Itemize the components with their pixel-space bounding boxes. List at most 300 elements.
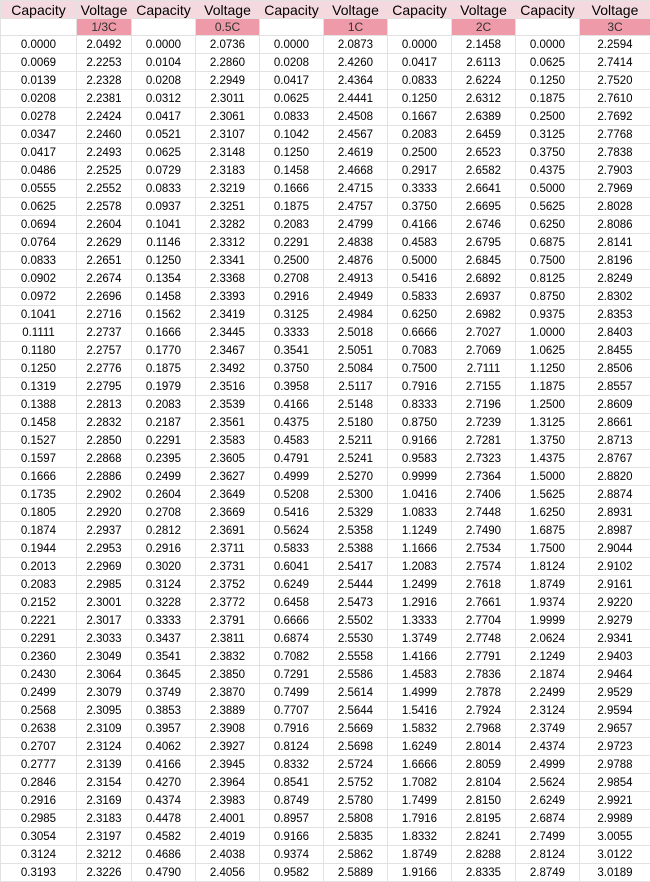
empty-cell[interactable]: [516, 19, 580, 36]
voltage-cell[interactable]: 2.7968: [452, 720, 516, 738]
voltage-cell[interactable]: 2.8353: [580, 306, 650, 324]
capacity-cell[interactable]: 0.2430: [1, 666, 77, 684]
voltage-cell[interactable]: 2.8028: [580, 198, 650, 216]
voltage-cell[interactable]: 2.7069: [452, 342, 516, 360]
voltage-cell[interactable]: 2.7414: [580, 54, 650, 72]
voltage-cell[interactable]: 2.7692: [580, 108, 650, 126]
voltage-cell[interactable]: 2.4838: [324, 234, 388, 252]
capacity-cell[interactable]: 0.1354: [132, 270, 196, 288]
capacity-cell[interactable]: 1.6249: [388, 738, 452, 756]
capacity-cell[interactable]: 1.9374: [516, 594, 580, 612]
capacity-cell[interactable]: 0.2013: [1, 558, 77, 576]
capacity-cell[interactable]: 0.2499: [132, 468, 196, 486]
voltage-cell[interactable]: 2.3772: [196, 594, 260, 612]
capacity-cell[interactable]: 2.4374: [516, 738, 580, 756]
voltage-cell[interactable]: 2.7281: [452, 432, 516, 450]
capacity-cell[interactable]: 0.0104: [132, 54, 196, 72]
voltage-cell[interactable]: 2.5835: [324, 828, 388, 846]
capacity-cell[interactable]: 0.3054: [1, 828, 77, 846]
capacity-cell[interactable]: 0.3750: [516, 144, 580, 162]
capacity-cell[interactable]: 0.1250: [1, 360, 77, 378]
voltage-cell[interactable]: 2.9403: [580, 648, 650, 666]
voltage-cell[interactable]: 2.8820: [580, 468, 650, 486]
capacity-cell[interactable]: 0.4582: [132, 828, 196, 846]
voltage-cell[interactable]: 2.9279: [580, 612, 650, 630]
voltage-cell[interactable]: 2.5889: [324, 864, 388, 882]
rate-label-1-3c[interactable]: 1/3C: [77, 19, 132, 36]
voltage-cell[interactable]: 2.6312: [452, 90, 516, 108]
capacity-cell[interactable]: 0.2500: [388, 144, 452, 162]
voltage-cell[interactable]: 2.3341: [196, 252, 260, 270]
voltage-cell[interactable]: 2.4260: [324, 54, 388, 72]
voltage-cell[interactable]: 2.7111: [452, 360, 516, 378]
capacity-cell[interactable]: 0.4999: [260, 468, 324, 486]
voltage-cell[interactable]: 2.5862: [324, 846, 388, 864]
voltage-cell[interactable]: 2.3154: [77, 774, 132, 792]
capacity-cell[interactable]: 0.2291: [132, 432, 196, 450]
voltage-cell[interactable]: 2.3964: [196, 774, 260, 792]
voltage-cell[interactable]: 2.7534: [452, 540, 516, 558]
capacity-cell[interactable]: 0.3228: [132, 594, 196, 612]
capacity-cell[interactable]: 0.3541: [260, 342, 324, 360]
capacity-cell[interactable]: 0.1667: [388, 108, 452, 126]
voltage-cell[interactable]: 2.4715: [324, 180, 388, 198]
voltage-cell[interactable]: 2.7323: [452, 450, 516, 468]
capacity-cell[interactable]: 0.1770: [132, 342, 196, 360]
capacity-cell[interactable]: 1.1250: [516, 360, 580, 378]
capacity-cell[interactable]: 1.5000: [516, 468, 580, 486]
voltage-cell[interactable]: 2.3312: [196, 234, 260, 252]
voltage-cell[interactable]: 2.2674: [77, 270, 132, 288]
capacity-cell[interactable]: 0.0694: [1, 216, 77, 234]
voltage-cell[interactable]: 2.8987: [580, 522, 650, 540]
capacity-cell[interactable]: 1.2083: [388, 558, 452, 576]
voltage-cell[interactable]: 2.5808: [324, 810, 388, 828]
capacity-cell[interactable]: 0.0000: [132, 36, 196, 54]
voltage-cell[interactable]: 2.4001: [196, 810, 260, 828]
voltage-cell[interactable]: 2.3908: [196, 720, 260, 738]
capacity-cell[interactable]: 0.3125: [260, 306, 324, 324]
capacity-cell[interactable]: 0.4375: [260, 414, 324, 432]
voltage-cell[interactable]: 2.3061: [196, 108, 260, 126]
capacity-cell[interactable]: 0.1874: [1, 522, 77, 540]
capacity-cell[interactable]: 0.9582: [260, 864, 324, 882]
capacity-cell[interactable]: 0.6874: [260, 630, 324, 648]
capacity-cell[interactable]: 0.7916: [388, 378, 452, 396]
voltage-cell[interactable]: 2.8874: [580, 486, 650, 504]
capacity-cell[interactable]: 0.2291: [1, 630, 77, 648]
voltage-cell[interactable]: 2.6892: [452, 270, 516, 288]
voltage-cell[interactable]: 2.2629: [77, 234, 132, 252]
voltage-cell[interactable]: 2.6582: [452, 162, 516, 180]
capacity-cell[interactable]: 0.0417: [132, 108, 196, 126]
capacity-cell[interactable]: 0.8750: [388, 414, 452, 432]
capacity-cell[interactable]: 0.4270: [132, 774, 196, 792]
voltage-cell[interactable]: 2.2757: [77, 342, 132, 360]
voltage-cell[interactable]: 2.2253: [77, 54, 132, 72]
capacity-cell[interactable]: 0.3853: [132, 702, 196, 720]
voltage-cell[interactable]: 2.6389: [452, 108, 516, 126]
capacity-cell[interactable]: 1.6666: [388, 756, 452, 774]
capacity-cell[interactable]: 1.8749: [388, 846, 452, 864]
capacity-cell[interactable]: 0.1562: [132, 306, 196, 324]
capacity-cell[interactable]: 0.1805: [1, 504, 77, 522]
capacity-cell[interactable]: 0.2917: [388, 162, 452, 180]
voltage-cell[interactable]: 2.8195: [452, 810, 516, 828]
capacity-cell[interactable]: 0.6250: [516, 216, 580, 234]
voltage-cell[interactable]: 2.4019: [196, 828, 260, 846]
voltage-cell[interactable]: 2.5530: [324, 630, 388, 648]
voltage-cell[interactable]: 2.8609: [580, 396, 650, 414]
capacity-cell[interactable]: 0.0833: [388, 72, 452, 90]
voltage-cell[interactable]: 2.8335: [452, 864, 516, 882]
capacity-cell[interactable]: 0.2500: [516, 108, 580, 126]
rate-label-0-5c[interactable]: 0.5C: [196, 19, 260, 36]
capacity-cell[interactable]: 0.1250: [388, 90, 452, 108]
voltage-cell[interactable]: 2.4441: [324, 90, 388, 108]
capacity-cell[interactable]: 0.1666: [132, 324, 196, 342]
capacity-cell[interactable]: 0.0208: [132, 72, 196, 90]
voltage-cell[interactable]: 2.9788: [580, 756, 650, 774]
voltage-cell[interactable]: 2.7448: [452, 504, 516, 522]
voltage-cell[interactable]: 2.2424: [77, 108, 132, 126]
voltage-cell[interactable]: 2.8059: [452, 756, 516, 774]
voltage-cell[interactable]: 2.3605: [196, 450, 260, 468]
capacity-cell[interactable]: 0.6666: [388, 324, 452, 342]
capacity-cell[interactable]: 1.8332: [388, 828, 452, 846]
voltage-cell[interactable]: 2.7924: [452, 702, 516, 720]
voltage-cell[interactable]: 2.2813: [77, 396, 132, 414]
capacity-cell[interactable]: 0.7082: [260, 648, 324, 666]
voltage-cell[interactable]: 2.2920: [77, 504, 132, 522]
capacity-cell[interactable]: 1.0000: [516, 324, 580, 342]
voltage-cell[interactable]: 2.8104: [452, 774, 516, 792]
capacity-cell[interactable]: 0.1458: [1, 414, 77, 432]
capacity-cell[interactable]: 2.2499: [516, 684, 580, 702]
voltage-cell[interactable]: 2.3561: [196, 414, 260, 432]
voltage-cell[interactable]: 3.0122: [580, 846, 650, 864]
capacity-cell[interactable]: 0.5624: [260, 522, 324, 540]
capacity-cell[interactable]: 0.2291: [260, 234, 324, 252]
voltage-cell[interactable]: 2.3945: [196, 756, 260, 774]
voltage-cell[interactable]: 2.7791: [452, 648, 516, 666]
voltage-cell[interactable]: 2.4567: [324, 126, 388, 144]
voltage-cell[interactable]: 2.7155: [452, 378, 516, 396]
voltage-cell[interactable]: 2.4056: [196, 864, 260, 882]
capacity-cell[interactable]: 0.2638: [1, 720, 77, 738]
capacity-cell[interactable]: 0.3958: [260, 378, 324, 396]
capacity-cell[interactable]: 1.2499: [388, 576, 452, 594]
voltage-cell[interactable]: 2.3791: [196, 612, 260, 630]
voltage-cell[interactable]: 2.0873: [324, 36, 388, 54]
voltage-cell[interactable]: 2.3627: [196, 468, 260, 486]
capacity-cell[interactable]: 0.8749: [260, 792, 324, 810]
voltage-cell[interactable]: 2.3183: [196, 162, 260, 180]
voltage-cell[interactable]: 2.3001: [77, 594, 132, 612]
capacity-cell[interactable]: 2.7499: [516, 828, 580, 846]
voltage-cell[interactable]: 2.8403: [580, 324, 650, 342]
capacity-cell[interactable]: 2.6874: [516, 810, 580, 828]
capacity-cell[interactable]: 1.6250: [516, 504, 580, 522]
capacity-cell[interactable]: 0.5416: [388, 270, 452, 288]
capacity-cell[interactable]: 0.9374: [260, 846, 324, 864]
capacity-cell[interactable]: 0.0000: [1, 36, 77, 54]
voltage-cell[interactable]: 2.1458: [452, 36, 516, 54]
capacity-cell[interactable]: 1.6875: [516, 522, 580, 540]
capacity-cell[interactable]: 1.0416: [388, 486, 452, 504]
voltage-cell[interactable]: 2.5724: [324, 756, 388, 774]
capacity-cell[interactable]: 0.1979: [132, 378, 196, 396]
capacity-cell[interactable]: 1.5832: [388, 720, 452, 738]
capacity-cell[interactable]: 0.2395: [132, 450, 196, 468]
voltage-cell[interactable]: 2.5586: [324, 666, 388, 684]
voltage-cell[interactable]: 2.4876: [324, 252, 388, 270]
voltage-cell[interactable]: 2.8506: [580, 360, 650, 378]
voltage-cell[interactable]: 2.5752: [324, 774, 388, 792]
capacity-cell[interactable]: 0.1041: [132, 216, 196, 234]
voltage-cell[interactable]: 2.5051: [324, 342, 388, 360]
voltage-cell[interactable]: 2.2525: [77, 162, 132, 180]
capacity-cell[interactable]: 0.4375: [516, 162, 580, 180]
capacity-cell[interactable]: 0.2221: [1, 612, 77, 630]
voltage-cell[interactable]: 2.4619: [324, 144, 388, 162]
capacity-cell[interactable]: 0.7916: [260, 720, 324, 738]
voltage-cell[interactable]: 2.2696: [77, 288, 132, 306]
capacity-cell[interactable]: 0.5833: [260, 540, 324, 558]
capacity-cell[interactable]: 1.0833: [388, 504, 452, 522]
capacity-cell[interactable]: 0.4166: [388, 216, 452, 234]
voltage-cell[interactable]: 2.5018: [324, 324, 388, 342]
voltage-cell[interactable]: 2.9161: [580, 576, 650, 594]
voltage-cell[interactable]: 2.5084: [324, 360, 388, 378]
voltage-cell[interactable]: 2.2328: [77, 72, 132, 90]
voltage-cell[interactable]: 2.4508: [324, 108, 388, 126]
voltage-cell[interactable]: 2.7768: [580, 126, 650, 144]
capacity-cell[interactable]: 2.5624: [516, 774, 580, 792]
capacity-cell[interactable]: 0.1042: [260, 126, 324, 144]
voltage-cell[interactable]: 2.3049: [77, 648, 132, 666]
capacity-cell[interactable]: 0.2499: [1, 684, 77, 702]
capacity-cell[interactable]: 0.0000: [260, 36, 324, 54]
capacity-cell[interactable]: 0.3193: [1, 864, 77, 882]
capacity-cell[interactable]: 0.8124: [260, 738, 324, 756]
capacity-cell[interactable]: 0.1944: [1, 540, 77, 558]
voltage-cell[interactable]: 2.5117: [324, 378, 388, 396]
voltage-cell[interactable]: 2.2716: [77, 306, 132, 324]
voltage-cell[interactable]: 2.3064: [77, 666, 132, 684]
voltage-cell[interactable]: 2.3079: [77, 684, 132, 702]
capacity-cell[interactable]: 0.4374: [132, 792, 196, 810]
voltage-cell[interactable]: 2.4038: [196, 846, 260, 864]
voltage-cell[interactable]: 2.9220: [580, 594, 650, 612]
capacity-cell[interactable]: 0.2187: [132, 414, 196, 432]
voltage-cell[interactable]: 2.3033: [77, 630, 132, 648]
capacity-cell[interactable]: 0.5208: [260, 486, 324, 504]
capacity-cell[interactable]: 0.2777: [1, 756, 77, 774]
capacity-cell[interactable]: 0.2083: [388, 126, 452, 144]
capacity-cell[interactable]: 0.2604: [132, 486, 196, 504]
voltage-cell[interactable]: 2.4799: [324, 216, 388, 234]
voltage-cell[interactable]: 2.5241: [324, 450, 388, 468]
voltage-cell[interactable]: 2.3832: [196, 648, 260, 666]
capacity-cell[interactable]: 2.3124: [516, 702, 580, 720]
capacity-cell[interactable]: 0.9166: [260, 828, 324, 846]
voltage-cell[interactable]: 2.2969: [77, 558, 132, 576]
empty-cell[interactable]: [388, 19, 452, 36]
capacity-cell[interactable]: 1.5625: [516, 486, 580, 504]
capacity-cell[interactable]: 0.1146: [132, 234, 196, 252]
voltage-cell[interactable]: 2.7836: [452, 666, 516, 684]
voltage-cell[interactable]: 2.3109: [77, 720, 132, 738]
voltage-cell[interactable]: 2.5444: [324, 576, 388, 594]
capacity-cell[interactable]: 0.1319: [1, 378, 77, 396]
voltage-cell[interactable]: 2.8249: [580, 270, 650, 288]
voltage-cell[interactable]: 2.5473: [324, 594, 388, 612]
capacity-cell[interactable]: 0.7707: [260, 702, 324, 720]
capacity-cell[interactable]: 0.3333: [132, 612, 196, 630]
capacity-cell[interactable]: 0.0833: [132, 180, 196, 198]
voltage-header[interactable]: Voltage: [196, 1, 260, 19]
capacity-cell[interactable]: 0.8125: [516, 270, 580, 288]
voltage-cell[interactable]: 2.2578: [77, 198, 132, 216]
voltage-cell[interactable]: 2.2850: [77, 432, 132, 450]
capacity-cell[interactable]: 0.0417: [1, 144, 77, 162]
capacity-header[interactable]: Capacity: [388, 1, 452, 19]
capacity-cell[interactable]: 0.3750: [388, 198, 452, 216]
capacity-cell[interactable]: 0.0764: [1, 234, 77, 252]
voltage-cell[interactable]: 2.4949: [324, 288, 388, 306]
voltage-cell[interactable]: 2.7406: [452, 486, 516, 504]
voltage-cell[interactable]: 2.8302: [580, 288, 650, 306]
voltage-cell[interactable]: 2.3139: [77, 756, 132, 774]
voltage-cell[interactable]: 2.8241: [452, 828, 516, 846]
capacity-cell[interactable]: 0.0625: [516, 54, 580, 72]
capacity-cell[interactable]: 1.9166: [388, 864, 452, 882]
voltage-cell[interactable]: 2.4364: [324, 72, 388, 90]
capacity-cell[interactable]: 0.1597: [1, 450, 77, 468]
capacity-cell[interactable]: 0.2360: [1, 648, 77, 666]
voltage-cell[interactable]: 2.2795: [77, 378, 132, 396]
voltage-cell[interactable]: 2.3669: [196, 504, 260, 522]
voltage-cell[interactable]: 2.9464: [580, 666, 650, 684]
voltage-cell[interactable]: 2.9921: [580, 792, 650, 810]
capacity-cell[interactable]: 0.0937: [132, 198, 196, 216]
voltage-cell[interactable]: 2.3095: [77, 702, 132, 720]
voltage-cell[interactable]: 2.7748: [452, 630, 516, 648]
empty-cell[interactable]: [132, 19, 196, 36]
voltage-cell[interactable]: 2.3148: [196, 144, 260, 162]
voltage-cell[interactable]: 2.4984: [324, 306, 388, 324]
voltage-cell[interactable]: 2.6795: [452, 234, 516, 252]
capacity-cell[interactable]: 0.1111: [1, 324, 77, 342]
capacity-cell[interactable]: 0.1458: [260, 162, 324, 180]
voltage-cell[interactable]: 2.7704: [452, 612, 516, 630]
voltage-cell[interactable]: 2.8288: [452, 846, 516, 864]
voltage-cell[interactable]: 2.2776: [77, 360, 132, 378]
capacity-cell[interactable]: 0.5625: [516, 198, 580, 216]
voltage-cell[interactable]: 2.3889: [196, 702, 260, 720]
capacity-cell[interactable]: 0.2812: [132, 522, 196, 540]
voltage-cell[interactable]: 2.5211: [324, 432, 388, 450]
capacity-cell[interactable]: 0.0625: [260, 90, 324, 108]
capacity-cell[interactable]: 0.0625: [1, 198, 77, 216]
capacity-cell[interactable]: 0.1041: [1, 306, 77, 324]
voltage-cell[interactable]: 2.3183: [77, 810, 132, 828]
capacity-cell[interactable]: 0.2568: [1, 702, 77, 720]
voltage-cell[interactable]: 2.2381: [77, 90, 132, 108]
voltage-cell[interactable]: 2.2651: [77, 252, 132, 270]
voltage-cell[interactable]: 2.7574: [452, 558, 516, 576]
voltage-cell[interactable]: 2.7490: [452, 522, 516, 540]
voltage-cell[interactable]: 2.8150: [452, 792, 516, 810]
voltage-cell[interactable]: 2.8557: [580, 378, 650, 396]
voltage-cell[interactable]: 2.8141: [580, 234, 650, 252]
voltage-cell[interactable]: 2.3226: [77, 864, 132, 882]
capacity-cell[interactable]: 0.4583: [260, 432, 324, 450]
capacity-cell[interactable]: 0.7500: [388, 360, 452, 378]
voltage-cell[interactable]: 2.3212: [77, 846, 132, 864]
capacity-cell[interactable]: 0.9166: [388, 432, 452, 450]
voltage-cell[interactable]: 2.2985: [77, 576, 132, 594]
capacity-cell[interactable]: 0.3437: [132, 630, 196, 648]
capacity-cell[interactable]: 1.1249: [388, 522, 452, 540]
capacity-cell[interactable]: 0.0208: [1, 90, 77, 108]
capacity-cell[interactable]: 0.6249: [260, 576, 324, 594]
voltage-cell[interactable]: 2.2868: [77, 450, 132, 468]
capacity-cell[interactable]: 0.0000: [388, 36, 452, 54]
voltage-header[interactable]: Voltage: [77, 1, 132, 19]
capacity-cell[interactable]: 0.1458: [132, 288, 196, 306]
voltage-cell[interactable]: 2.2953: [77, 540, 132, 558]
capacity-cell[interactable]: 0.3750: [260, 360, 324, 378]
capacity-cell[interactable]: 0.0417: [260, 72, 324, 90]
capacity-cell[interactable]: 1.3750: [516, 432, 580, 450]
capacity-cell[interactable]: 0.5416: [260, 504, 324, 522]
voltage-cell[interactable]: 2.5780: [324, 792, 388, 810]
voltage-cell[interactable]: 2.3124: [77, 738, 132, 756]
voltage-cell[interactable]: 2.3368: [196, 270, 260, 288]
capacity-cell[interactable]: 0.8332: [260, 756, 324, 774]
voltage-header[interactable]: Voltage: [324, 1, 388, 19]
capacity-cell[interactable]: 0.1666: [1, 468, 77, 486]
capacity-cell[interactable]: 0.5000: [388, 252, 452, 270]
capacity-cell[interactable]: 0.5000: [516, 180, 580, 198]
voltage-cell[interactable]: 2.3492: [196, 360, 260, 378]
capacity-cell[interactable]: 0.2916: [1, 792, 77, 810]
capacity-cell[interactable]: 1.8749: [516, 576, 580, 594]
capacity-cell[interactable]: 0.7500: [516, 252, 580, 270]
capacity-cell[interactable]: 0.2985: [1, 810, 77, 828]
capacity-cell[interactable]: 0.0486: [1, 162, 77, 180]
capacity-cell[interactable]: 0.2916: [132, 540, 196, 558]
voltage-cell[interactable]: 2.0492: [77, 36, 132, 54]
capacity-cell[interactable]: 1.4375: [516, 450, 580, 468]
capacity-cell[interactable]: 0.1250: [516, 72, 580, 90]
capacity-cell[interactable]: 2.4999: [516, 756, 580, 774]
voltage-header[interactable]: Voltage: [452, 1, 516, 19]
capacity-cell[interactable]: 0.8750: [516, 288, 580, 306]
capacity-cell[interactable]: 0.4790: [132, 864, 196, 882]
voltage-cell[interactable]: 2.9723: [580, 738, 650, 756]
voltage-cell[interactable]: 2.8661: [580, 414, 650, 432]
rate-label-1c[interactable]: 1C: [324, 19, 388, 36]
capacity-cell[interactable]: 0.2083: [132, 396, 196, 414]
voltage-cell[interactable]: 2.6224: [452, 72, 516, 90]
capacity-cell[interactable]: 0.4686: [132, 846, 196, 864]
capacity-cell[interactable]: 0.3125: [516, 126, 580, 144]
voltage-cell[interactable]: 2.7838: [580, 144, 650, 162]
voltage-cell[interactable]: 2.7969: [580, 180, 650, 198]
